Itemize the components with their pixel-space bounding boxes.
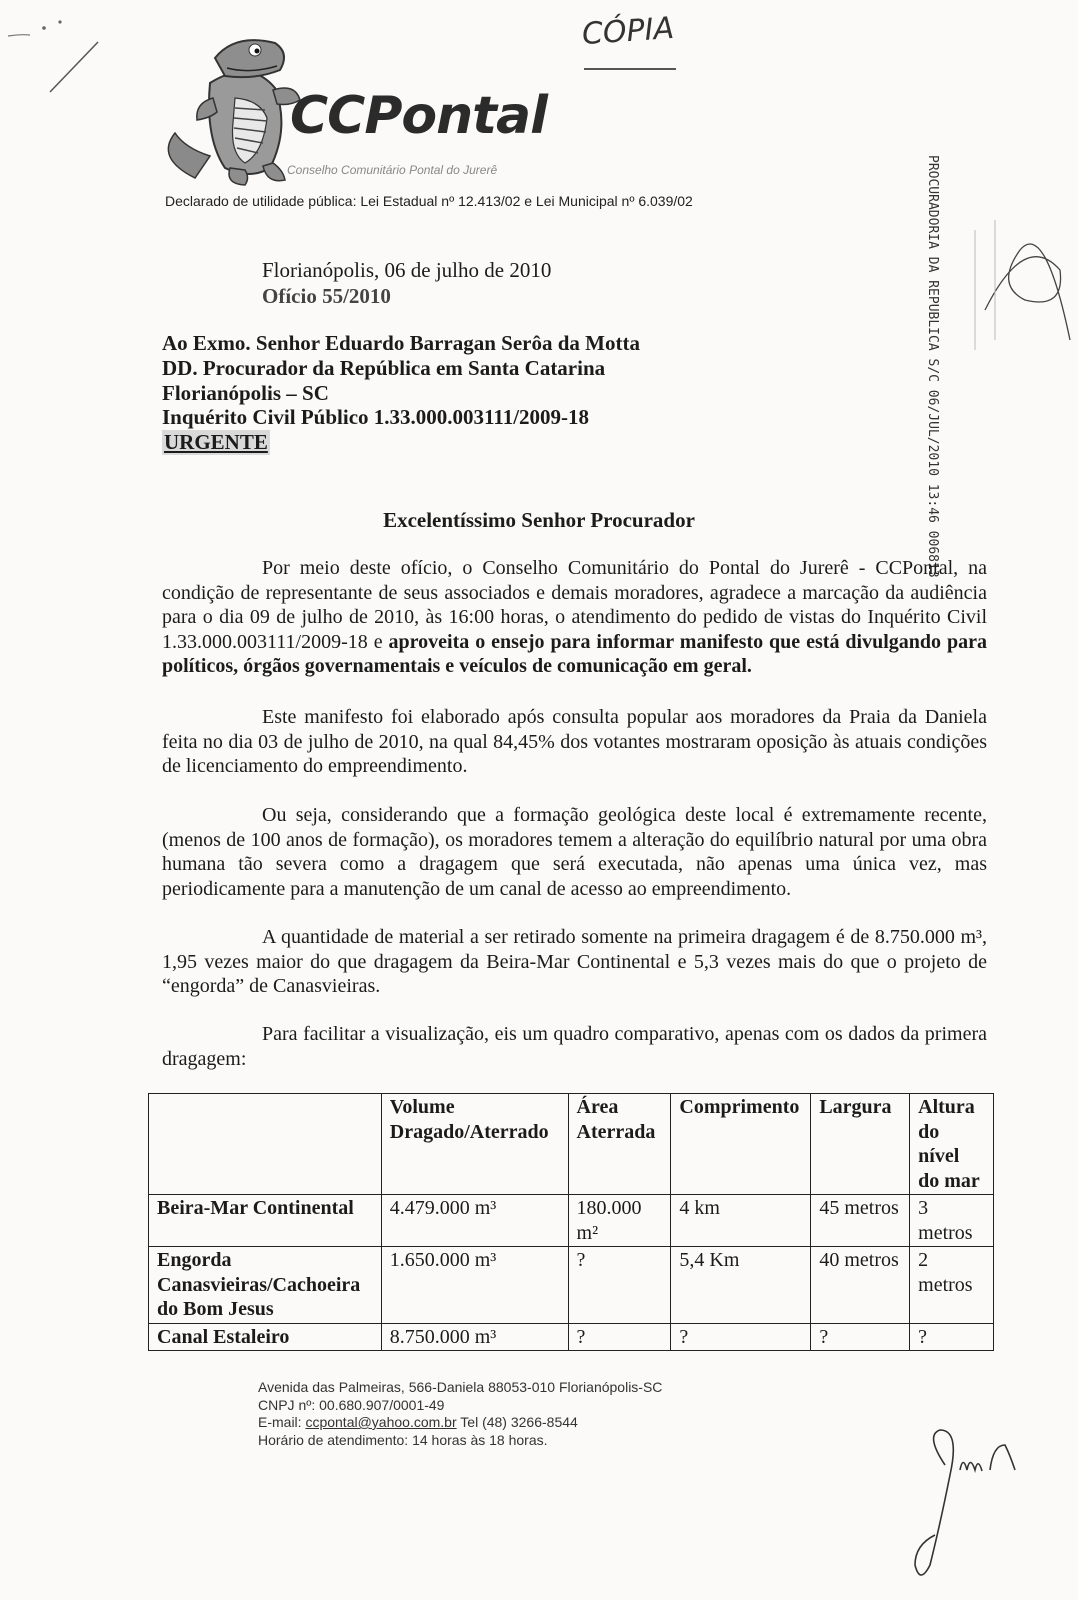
signature-scribble [965,190,1075,370]
corner-pen-mark [0,0,120,110]
table-cell: 3 metros [910,1195,994,1247]
table-header-cell: Altura do nível do mar [910,1094,994,1195]
urgent-label: URGENTE [164,430,268,454]
footer-email-link[interactable]: ccpontal@yahoo.com.br [305,1414,457,1430]
paragraph-4-text: A quantidade de material a ser retirado somente na primeira dragagem é de 8.750.000 m³, 1,95 vezes maior do que dragagem da Beira-Mar Continental e 5,3 vezes mais do que o projeto de “engorda” de Canasvieiras. [162,926,987,997]
oficio-number: Ofício 55/2010 [262,284,391,308]
table-header-cell: Volume Dragado/Aterrado [381,1094,568,1195]
footer-cnpj: CNPJ nº: 00.680.907/0001-49 [258,1396,445,1413]
comparison-table [148,1093,994,1351]
table-cell: ? [811,1323,910,1351]
logo-subtitle: Conselho Comunitário Pontal do Jurerê [287,163,498,177]
recipient-line: Florianópolis – SC [162,381,329,405]
table-cell: 8.750.000 m³ [381,1323,568,1351]
paragraph-2 [162,705,987,779]
logo-wordmark: CCPontal [290,86,547,146]
table-cell: 45 metros [811,1195,910,1247]
table-cell: 1.650.000 m³ [381,1247,568,1324]
paragraph-4 [162,925,987,999]
table-cell: 5,4 Km [671,1247,811,1324]
paragraph-5 [162,1022,987,1071]
table-cell: 4.479.000 m³ [381,1195,568,1247]
table-cell: Canal Estaleiro [149,1323,382,1351]
table-row [149,1195,994,1247]
paragraph-3 [162,803,987,901]
receipt-stamp-text: PROCURADORIA DA REPUBLICA S/C 06/JUL/2010 13:46 006813 [925,155,940,578]
paragraph-1 [162,556,987,679]
table-cell: 180.000 m² [568,1195,671,1247]
footer-phone: Tel (48) 3266-8544 [456,1414,578,1430]
paragraph-1-text: Por meio deste ofício, o Conselho Comunitário do Pontal do Jurerê - CCPontal, na condição de representante de seus associados e demais moradores, agradece a marcação da audiência para o dia 09 de julho de 2010, às 16:00 horas, o atendimento do pedido de vistas do Inquérito Civil 1.33.000.003111/2009-18 e [162,557,987,653]
paragraph-1-bold-text: aproveita o ensejo para informar manifesto que está divulgando para políticos, órgãos governamentais e veículos de comunicação em geral. [162,630,987,677]
table-cell: ? [568,1323,671,1351]
paragraph-3-text: Ou seja, considerando que a formação geológica deste local é extremamente recente, (menos de 100 anos de formação), os moradores temem a alteração do equilíbrio natural por uma obra humana tão severa como a dragagem que será executada, não apenas uma única vez, mas periodicamente para a manutenção de um canal de acesso ao empreendimento. [162,804,987,900]
footer-email-label: E-mail: [258,1414,306,1430]
copy-handwritten-mark: CÓPIA [580,10,676,53]
footer-address: Avenida das Palmeiras, 566-Daniela 88053-010 Florianópolis-SC [258,1379,663,1395]
table-cell: 2 metros [910,1247,994,1324]
paragraph-2-text: Este manifesto foi elaborado após consulta popular aos moradores da Praia da Daniela feita no dia 03 de julho de 2010, na qual 84,45% dos votantes mostraram oposição às atuais condições de licenciamento do empreendimento. [162,706,987,777]
recipient-line: Ao Exmo. Senhor Eduardo Barragan Serôa da Motta [162,331,640,355]
table-cell: ? [671,1323,811,1351]
salutation: Excelentíssimo Senhor Procurador [383,508,695,532]
table-cell: Beira-Mar Continental [149,1195,382,1247]
public-utility-declaration: Declarado de utilidade pública: Lei Estadual nº 12.413/02 e Lei Municipal nº 6.039/02 [165,193,693,209]
handwritten-initials [905,1415,1035,1590]
table-header-cell [149,1094,382,1195]
paragraph-5-text: Para facilitar a visualização, eis um quadro comparativo, apenas com os dados da primera dragagem: [162,1023,987,1070]
recipient-line: Inquérito Civil Público 1.33.000.003111/2009-18 [162,405,590,429]
table-cell: 40 metros [811,1247,910,1324]
footer-contact [258,1379,662,1449]
letter-date: Florianópolis, 06 de julho de 2010 [262,258,552,282]
recipient-line: DD. Procurador da República em Santa Catarina [162,356,606,380]
table-row [149,1247,994,1324]
copy-mark-underline [584,68,676,70]
footer-email-line [258,1414,662,1432]
table-cell: ? [568,1247,671,1324]
table-header-cell: Área Aterrada [568,1094,671,1195]
table-header-cell: Comprimento [671,1094,811,1195]
table-header-cell: Largura [811,1094,910,1195]
receipt-stamp [920,155,960,578]
table-cell: ? [910,1323,994,1351]
table-cell: Engorda Canasvieiras/Cachoeira do Bom Jesus [149,1247,382,1324]
table-cell: 4 km [671,1195,811,1247]
footer-hours: Horário de atendimento: 14 horas às 18 horas. [258,1431,548,1448]
table-row [149,1323,994,1351]
table-header-row [149,1094,994,1195]
